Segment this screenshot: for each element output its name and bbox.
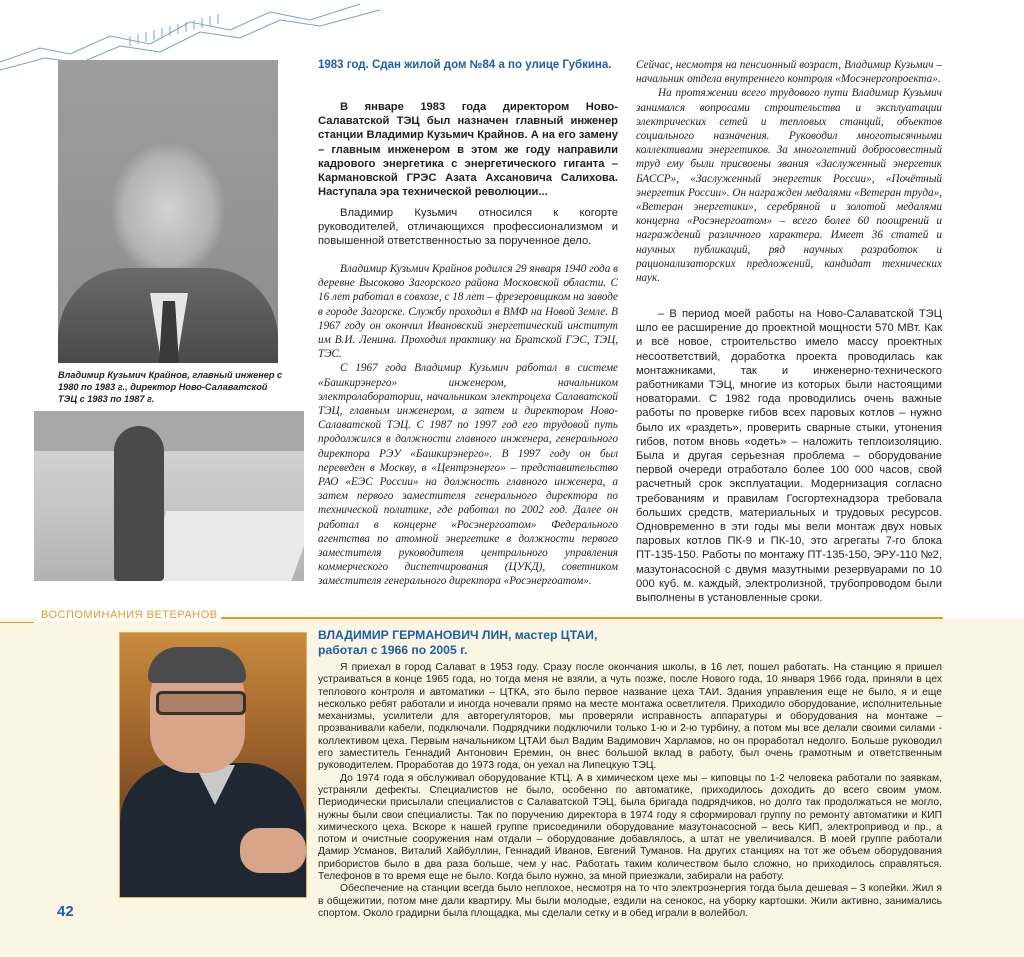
hair-shape — [148, 647, 246, 683]
biography-paragraph: Сейчас, несмотря на пенсионный возраст, Владимир Кузьмич – начальник отдела внутреннего контроля «Мосэнергопроекта». — [636, 59, 942, 86]
page-number: 42 — [57, 903, 74, 920]
memoir-paragraph: До 1974 года я обслуживал оборудование КТЦ. А в химическом цехе мы – киповцы по 1-2 человека работали по заявкам, устраняли дефекты. Специалистов не было, особенно по автоматике, приходилось доходить до всего своим умом. Периодически присылали специалистов с Салаватской ТЭЦ, была бригада подрядчиков, но долго так продолжаться не могло, нужны были свои специалисты. Так по поручению директора в 1974 году я сформировал группу по ремонту автоматики и КИП химического цеха. Вскоре к нашей группе присоединили оборудование мазутонасосной – весь КИП, электропривод и пр., а потом и очистные сооружения нам отдали – оборудование добавлялось, а штат не увеличивался. В моей группе работали Дамир Усманов, Виталий Хайбуллин, Геннадий Иванов, Евгений Туманов. На других станциях на тот же объем оборудования прибористов было в два раза больше, чем у нас. Работать таким количеством было сложно, но приходилось справляться. Телефонов в то время еще не было. Когда было нужно, за мной приезжали, забирали на работу. — [318, 772, 942, 883]
wall-shape — [34, 411, 304, 451]
krainov-biography-continued — [636, 58, 942, 285]
krainov-character-paragraph: Владимир Кузьмич относился к когорте руководителей, отличающихся профессионализмом и повышенной ответственностью за порученное дело. — [318, 207, 618, 248]
biography-paragraph: С 1967 года Владимир Кузьмич работал в системе «Башкирэнерго» инженером, начальником электролаборатории, начальником электроцеха Салаватской ТЭЦ, главным инженером, а затем и директором Ново-Салаватской ТЭЦ. С 1987 по 1997 год его трудовой путь продолжился в должности главного инженера, генерального директора РЭУ «Башкирэнерго». В 1997 году он был переведен в Москву, в «Центрэнерго» – представительство РАО «ЕЭС России» на должность главного инженера, а затем первого заместителя генерального директора по технической политике, где работал по 2002 год. Далее он работал в концерне «Росэнергоатом» Федерального агентства по атомной энергетике в должности первого заместителя руководителя центрального управления коммерческого диспетчирования (ЦУКД), советником заместителя генерального директора «Росэнергоатом». — [318, 362, 618, 588]
krainov-quote-paragraph: – В период моей работы на Ново-Салаватской ТЭЦ шло ее расширение до проектной мощности 570 МВт. Как и всё новое, строительство имело массу проектных несоответствий, доработка проекта проводилась как монтажниками, так и инженерно-технического работниками ТЭЦ, многие из которых были настоящими новаторами. С 1982 года проводились очень важные работы по проверке гибов всех паровых котлов – нужно было их «раздеть», проверить сварные стыки, утонения гибов, потом вновь «одеть» – наложить теплоизоляцию. Была и другая серьезная проблема – оборудование первой очереди отработало более 100 000 часов, свой расчетный срок эксплуатации. Модернизация согласно требованиям и правилам Госгортехнадзора требовала больших средств, материальных и трудовых ресурсов. Одновременно в эти годы мы вели монтаж двух новых паровых котлов ПК-9 и ПК-10, это агрегаты 7-го блока ПТ-135-150. Работы по монтажу ПТ-135-150, ЭРУ-110 №2, мазутонасосной с двумя мазутными резервуарами по 10 000 куб. м. каждый, электролизной, трубопроводом были выполнены в установленные сроки. — [636, 308, 942, 605]
krainov-office-photo — [34, 411, 304, 581]
desk-shape — [141, 511, 304, 581]
krainov-photo-caption: Владимир Кузьмич Крайнов, главный инженер с 1980 по 1983 г., директор Ново-Салаватской ТЭЦ с 1983 по 1987 г. — [58, 370, 283, 404]
lead-paragraph: В январе 1983 года директором Ново-Салаватской ТЭЦ был назначен главный инженер станции Владимир Кузьмич Крайнов. А на его замену – главным инженером в этом же году направили кадрового энергетика с энергетического гиганта – Кармановской ГРЭС Азата Ахсановича Салихова. Наступала эра технической революции... — [318, 101, 618, 199]
memoir-paragraph: Обеспечение на станции всегда было неплохое, несмотря на то что электроэнергия тогда была дешевая – 3 копейки. Жил я в общежитии, потом мне дали квартиру. Мы были молодые, ездили на сенокос, на уборку картошки. Жили активно, занимались спортом. Около градирни была площадка, мы сделали сетку и в обед играли в волейбол. — [318, 883, 942, 919]
krainov-portrait-photo — [58, 60, 278, 363]
biography-paragraph: На протяжении всего трудового пути Владимир Кузьмич занимался вопросами строительства и эксплуатации электрических сетей и тепловых станций, объектов социального назначения. Руководил многотысячными коллективами энергетиков. За многолетний добросовестный труд ему были присвоены звания «Заслуженный энергетик БАССР», «Заслуженный энергетик России», «Почётный энергетик России». Он награжден медалями «Ветеран труда», «Ветеран энергетики», серебряной и золотой медалями концерна «Росэнергоатом» – всего более 60 поощрений и награждений различного характера. Имеет 36 статей и научных публикаций, ряд научных разработок и рационализаторских предложений, кандидат технических наук. — [636, 87, 942, 285]
person-shape — [114, 426, 164, 581]
hands-shape — [240, 828, 306, 873]
lin-memoir-text — [318, 662, 942, 920]
section-divider — [213, 617, 943, 619]
veterans-section-label: ВОСПОМИНАНИЯ ВЕТЕРАНОВ — [38, 609, 221, 621]
section-divider — [0, 622, 34, 623]
lin-heading — [318, 628, 918, 658]
section-heading-1983: 1983 год. Сдан жилой дом №84 а по улице Губкина. — [318, 59, 612, 71]
lin-portrait-photo — [119, 632, 307, 898]
biography-paragraph: Владимир Кузьмич Крайнов родился 29 января 1940 года в деревне Высоково Загорского района Московской области. С 16 лет работал в совхозе, с 18 лет – фрезеровщиком на заводе в городе Загорске. Службу проходил в ВМФ на Новой Земле. В 1967 году он окончил Ивановский энергетический институт им В.И. Ленина. Проходил практику на Братской ГЭС, ТЭЦ, ТЭС. — [318, 263, 618, 361]
krainov-biography — [318, 262, 618, 589]
memoir-paragraph: Я приехал в город Салават в 1953 году. Сразу после окончания школы, в 16 лет, пошел работать. На станцию я пришел устраиваться в конце 1965 года, но тогда меня не взяли, а чуть позже, после Нового года, 10 января 1966 года, приняли в цех теплового контроля и автоматики – ЦТКА, это было первое название цеха ТАИ. Здания управления еще не было, я и еще несколько ребят работали и иногда ночевали прямо на месте монтажа осветлителя. Приходило оборудование, исполнительные механизмы, усилители для авторегуляторов, мы проверяли исправность аппаратуры и оборудования на монтаже – прозванивали кабели, подключали. Подрядчики подключили только 1-ю и 2-ю турбину, а потом мы все делали своими силами - коллективом цеха. Первым начальником ЦТАИ был Вадим Вадимович Харламов, но он проработал недолго. Больше руководил его заместитель Геннадий Антонович Еремин, он внес большой вклад в работу, был очень грамотным и ответственным руководителем. Проработав до 1973 года, он уехал на Липецкую ТЭЦ. — [318, 662, 942, 772]
glasses-shape — [156, 691, 246, 715]
lin-work-period: работал с 1966 по 2005 г. — [318, 643, 468, 657]
lin-name-title: ВЛАДИМИР ГЕРМАНОВИЧ ЛИН, мастер ЦТАИ, — [318, 628, 598, 642]
